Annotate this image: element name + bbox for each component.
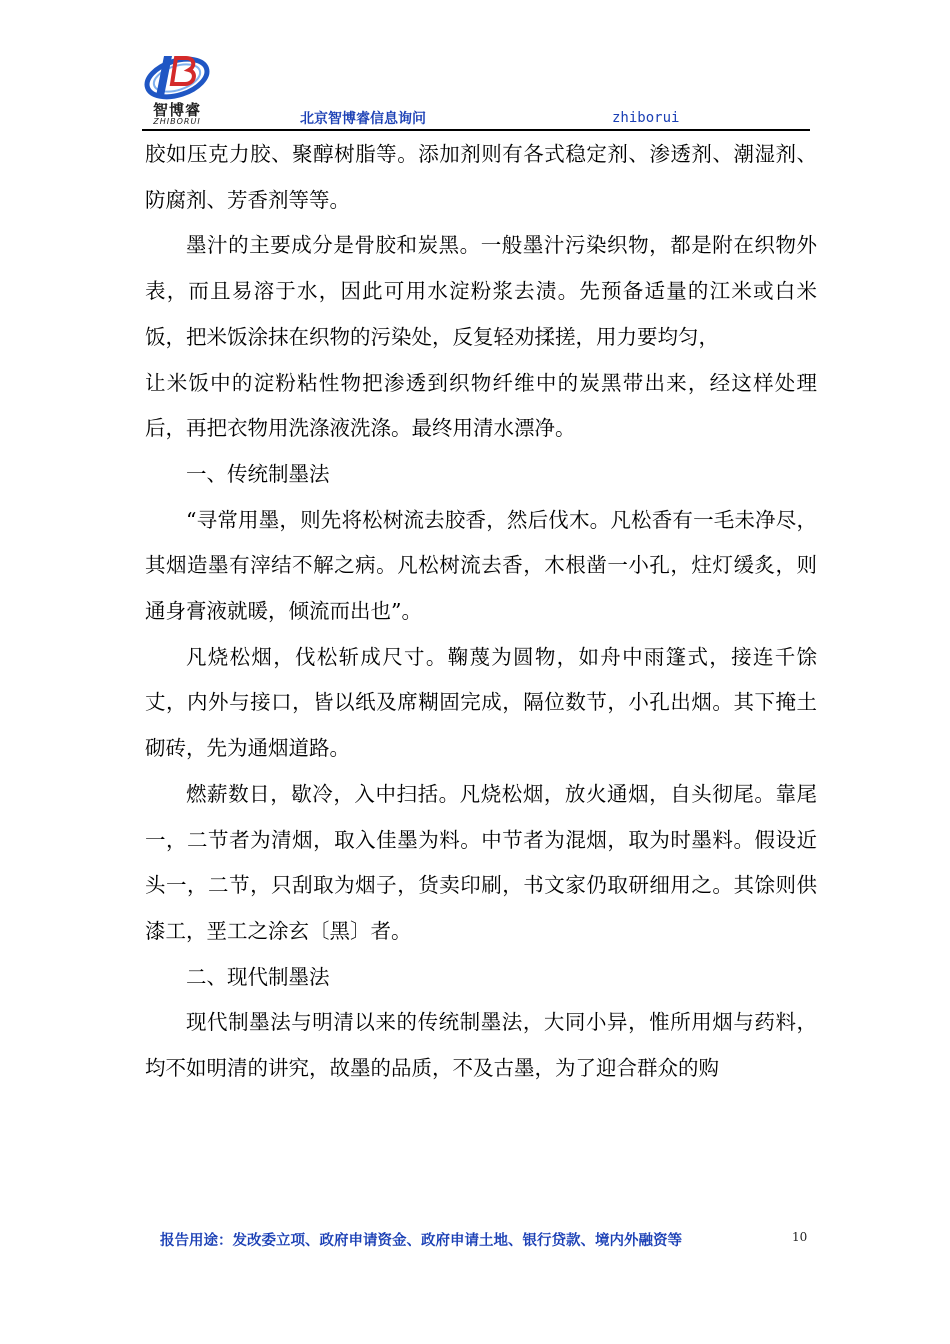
paragraph-ink-composition: 墨汁的主要成分是骨胶和炭黑。一般墨汁污染织物，都是附在织物外表，而且易溶于水，因此可用水淀粉浆去渍。先预备适量的江米或白米饭，把米饭涂抹在织物的污染处，反复轻劝揉搓，用力要均匀， <box>145 233 817 349</box>
paragraph-modern-method: 现代制墨法与明清以来的传统制墨法，大同小异，惟所用烟与药料，均不如明清的讲究，故墨的品质，不及古墨，为了迎合群众的购 <box>145 1010 817 1081</box>
paragraph-ink-cleaning: 让米饭中的淀粉粘性物把渗透到织物纤维中的炭黑带出来，经这样处理后，再把衣物用洗涤液洗涤。最终用清水漂净。 <box>145 370 817 441</box>
paragraph-quote: “寻常用墨，则先将松树流去胶香，然后伐木。凡松香有一毛未净尽，其烟造墨有滓结不解之病。凡松树流去香，木根凿一小孔，炷灯缓炙，则通身膏液就暖，倾流而出也”。 <box>145 507 817 624</box>
document-body <box>145 132 817 1092</box>
paragraph-burning-pine: 凡烧松烟，伐松斩成尺寸。鞠蔑为圆物，如舟中雨篷式，接连千馀丈，内外与接口，皆以纸及席糊固完成，隔位数节，小孔出烟。其下掩土砌砖，先为通烟道路。 <box>145 644 817 761</box>
paragraph-continuation: 胶如压克力胶、聚醇树脂等。添加剂则有各式稳定剂、渗透剂、潮湿剂、防腐剂、芳香剂等等。 <box>145 142 817 212</box>
section-heading-traditional: 一、传统制墨法 <box>186 461 330 486</box>
header-site-name: zhiborui <box>612 110 680 126</box>
section-heading-modern: 二、现代制墨法 <box>186 964 330 989</box>
header-divider <box>142 129 810 131</box>
footer-report-usage: 报告用途：发改委立项、政府申请资金、政府申请土地、银行贷款、境内外融资等 <box>160 1233 682 1249</box>
logo-emblem-icon <box>142 50 212 102</box>
header-company-name: 北京智博睿信息询问 <box>300 111 426 127</box>
paragraph-soot-collection: 燃薪数日，歇冷，入中扫括。凡烧松烟，放火通烟，自头彻尾。靠尾一，二节者为清烟，取入佳墨为料。中节者为混烟，取为时墨料。假设近头一，二节，只刮取为烟子，货卖印刷，书文家仍取研细用之。其馀则供漆工，垩工之涂玄〔黑〕者。 <box>145 781 817 943</box>
logo-english-name: ZHIBORUI <box>153 117 201 126</box>
company-logo <box>142 50 212 128</box>
logo-chinese-name: 智博睿 <box>152 101 201 119</box>
page-number: 10 <box>792 1230 808 1244</box>
